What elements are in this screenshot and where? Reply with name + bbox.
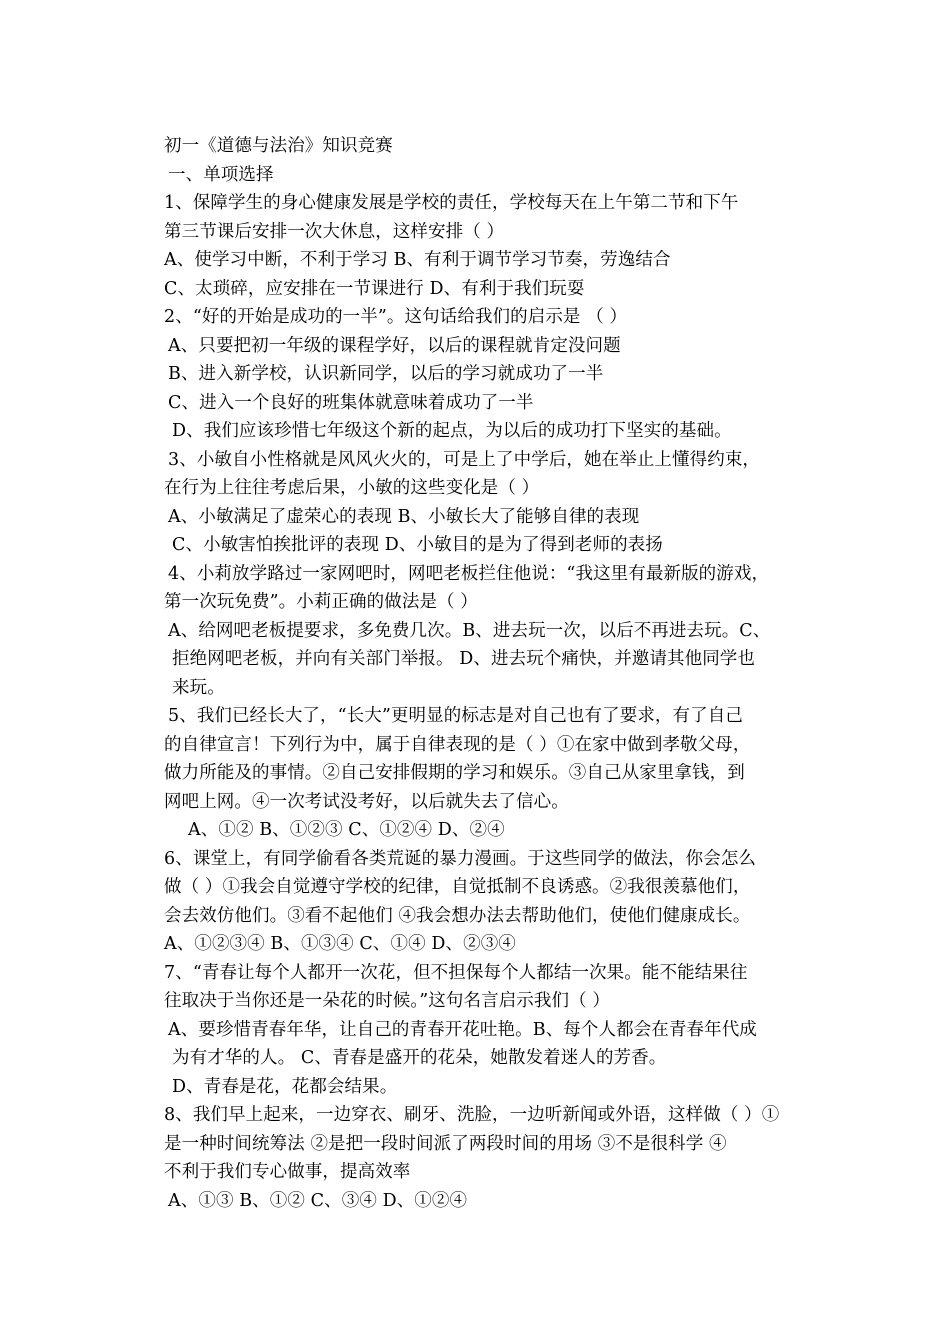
text-line: 6、课堂上，有同学偷看各类荒诞的暴力漫画。于这些同学的做法，你会怎么: [164, 848, 757, 869]
text-line: 是一种时间统筹法 ②是把一段时间派了两段时间的用场 ③不是很科学 ④: [164, 1133, 727, 1154]
text-line: C、进入一个良好的班集体就意味着成功了一半: [168, 392, 534, 413]
text-line: A、使学习中断，不利于学习 B、有利于调节学习节奏，劳逸结合: [164, 250, 671, 270]
text-line: 第三节课后安排一次大休息，这样安排（ ）: [164, 221, 505, 242]
text-line: C、小敏害怕挨批评的表现 D、小敏目的是为了得到老师的表扬: [172, 535, 663, 555]
text-line: A、小敏满足了虚荣心的表现 B、小敏长大了能够自律的表现: [168, 506, 640, 527]
text-line: 2、“好的开始是成功的一半”。这句话给我们的启示是 （ ）: [164, 307, 628, 327]
section-heading: 一、单项选择: [168, 164, 274, 185]
text-line: 1、保障学生的身心健康发展是学校的责任，学校每天在上午第二节和下午: [164, 193, 739, 213]
text-line: B、进入新学校，认识新同学，以后的学习就成功了一半: [168, 364, 604, 384]
document-body: [164, 132, 804, 1215]
text-line: 3、小敏自小性格就是风风火火的，可是上了中学后，她在举止上懂得约束，: [168, 449, 761, 470]
text-line: 做力所能及的事情。②自己安排假期的学习和娱乐。③自己从家里拿钱，到: [164, 763, 745, 783]
text-line: D、青春是花，花都会结果。: [172, 1076, 398, 1097]
text-line: 做（ ）①我会自觉遵守学校的纪律，自觉抵制不良诱惑。②我很羡慕他们，: [164, 877, 751, 897]
text-line: 的自律宣言！下列行为中，属于自律表现的是（ ）①在家中做到孝敬父母，: [164, 734, 751, 755]
text-line: 4、小莉放学路过一家网吧时，网吧老板拦住他说：“我这里有最新版的游戏，: [168, 563, 770, 584]
text-line: 在行为上往往考虑后果，小敏的这些变化是（ ）: [164, 478, 540, 498]
text-line: 7、“青春让每个人都开一次花，但不担保每个人都结一次果。能不能结果往: [164, 962, 748, 983]
text-line: 来玩。: [172, 677, 225, 698]
text-line: 会去效仿他们。③看不起他们 ④我会想办法去帮助他们，使他们健康成长。: [164, 905, 751, 926]
text-line: 往取决于当你还是一朵花的时候。”这句名言启示我们（ ）: [164, 991, 610, 1011]
text-line: A、①②③④ B、①③④ C、①④ D、②③④: [164, 934, 516, 954]
text-line: A、①③ B、①② C、③④ D、①②④: [168, 1190, 468, 1211]
text-line: 拒绝网吧老板，并向有关部门举报。 D、进去玩个痛快，并邀请其他同学也: [172, 649, 755, 669]
document-title: 初一《道德与法治》知识竞赛: [164, 136, 393, 156]
text-line: 不利于我们专心做事，提高效率: [164, 1162, 411, 1182]
text-line: A、①② B、①②③ C、①②④ D、②④: [188, 820, 505, 840]
text-line: A、只要把初一年级的课程学好，以后的课程就肯定没问题: [168, 335, 621, 356]
text-line: C、太琐碎，应安排在一节课进行 D、有利于我们玩耍: [164, 278, 585, 299]
text-line: 8、我们早上起来，一边穿衣、刷牙、洗脸，一边听新闻或外语，这样做（ ）①: [164, 1105, 780, 1125]
text-line: A、给网吧老板提要求，多免费几次。B、进去玩一次，以后不再进去玩。C、: [168, 620, 771, 641]
text-line: 第一次玩免费”。小莉正确的做法是（ ）: [164, 592, 478, 612]
text-line: 为有才华的人。 C、青春是盛开的花朵，她散发着迷人的芳香。: [172, 1048, 667, 1068]
text-line: D、我们应该珍惜七年级这个新的起点，为以后的成功打下坚实的基础。: [172, 421, 732, 441]
text-line: A、要珍惜青春年华，让自己的青春开花吐艳。B、每个人都会在青春年代成: [168, 1019, 757, 1040]
text-line: 5、我们已经长大了，“长大”更明显的标志是对自己也有了要求，有了自己: [168, 706, 743, 726]
text-line: 网吧上网。④一次考试没考好，以后就失去了信心。: [164, 791, 569, 812]
